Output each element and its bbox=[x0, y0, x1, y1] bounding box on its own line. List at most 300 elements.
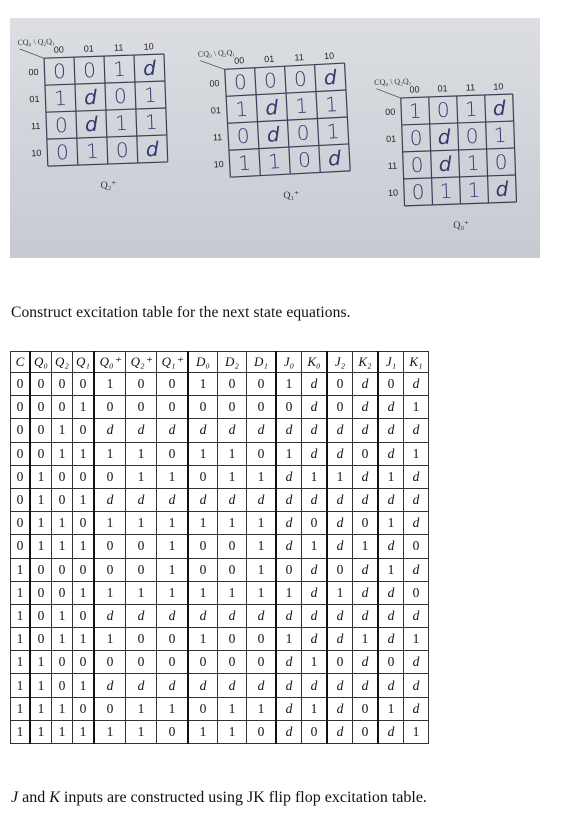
table-cell: 1 bbox=[276, 373, 302, 396]
table-cell: 1 bbox=[157, 581, 189, 604]
table-cell: d bbox=[378, 720, 404, 743]
table-cell: 1 bbox=[94, 512, 126, 535]
table-cell: 0 bbox=[52, 581, 73, 604]
table-cell: 1 bbox=[73, 581, 95, 604]
kmap-row-header: 00 bbox=[385, 106, 396, 117]
table-cell: 0 bbox=[94, 396, 126, 419]
kmap-corner-divider bbox=[20, 48, 44, 59]
table-cell: 1 bbox=[52, 442, 73, 465]
table-cell: 0 bbox=[188, 558, 218, 581]
table-cell: 1 bbox=[126, 697, 157, 720]
table-cell: 1 bbox=[218, 512, 247, 535]
table-header-13: K₂ bbox=[353, 352, 379, 373]
table-cell: 1 bbox=[94, 581, 126, 604]
table-cell: 1 bbox=[188, 512, 218, 535]
table-cell: d bbox=[353, 604, 379, 627]
table-cell: 0 bbox=[52, 488, 73, 511]
table-cell: d bbox=[157, 604, 189, 627]
footer-k: K bbox=[49, 789, 60, 806]
kmap-col-header: 01 bbox=[437, 83, 448, 94]
table-cell: 1 bbox=[30, 488, 52, 511]
kmap-row-header: 01 bbox=[210, 105, 222, 116]
kmap-cell-value: 0 bbox=[233, 69, 248, 95]
table-cell: 0 bbox=[73, 465, 95, 488]
kmap-col-header: 10 bbox=[493, 81, 504, 92]
table-cell: 0 bbox=[276, 558, 302, 581]
table-cell: d bbox=[302, 604, 328, 627]
table-cell: d bbox=[126, 604, 157, 627]
table-cell: 1 bbox=[157, 465, 189, 488]
kmap-cell-value: d bbox=[495, 176, 509, 202]
kmap-corner-divider bbox=[376, 88, 400, 99]
table-cell: 1 bbox=[247, 465, 277, 488]
kmap-cell-value: d bbox=[492, 95, 506, 121]
kmap-cell-value: 1 bbox=[112, 56, 127, 82]
table-cell: 0 bbox=[157, 442, 189, 465]
table-cell: 1 bbox=[73, 535, 95, 558]
table-row bbox=[11, 581, 429, 604]
table-cell: d bbox=[126, 488, 157, 511]
table-cell: d bbox=[327, 628, 353, 651]
table-cell: 0 bbox=[188, 651, 218, 674]
table-cell: d bbox=[353, 396, 379, 419]
table-cell: 0 bbox=[94, 535, 126, 558]
table-cell: 1 bbox=[218, 465, 247, 488]
table-cell: 0 bbox=[188, 535, 218, 558]
kmap-corner-label: CQ₀ \ Q₂Q₁ bbox=[17, 36, 55, 48]
table-cell: d bbox=[404, 651, 429, 674]
table-cell: 1 bbox=[247, 535, 277, 558]
kmap-cell-value: 0 bbox=[115, 137, 130, 163]
table-cell: 1 bbox=[302, 465, 328, 488]
table-cell: 0 bbox=[30, 396, 52, 419]
table-cell: d bbox=[302, 581, 328, 604]
kmap-cell-value: 0 bbox=[236, 123, 251, 149]
table-cell: 0 bbox=[126, 396, 157, 419]
kmap-q1 bbox=[195, 33, 384, 227]
table-cell: d bbox=[126, 419, 157, 442]
table-cell: 1 bbox=[404, 396, 429, 419]
table-cell: d bbox=[327, 604, 353, 627]
table-cell: d bbox=[378, 581, 404, 604]
kmap-cell-value: d bbox=[438, 151, 452, 177]
table-cell: d bbox=[94, 674, 126, 697]
table-cell: 1 bbox=[188, 628, 218, 651]
table-row bbox=[11, 488, 429, 511]
kmap-q0-svg bbox=[372, 65, 543, 256]
kmap-cell-value: 1 bbox=[324, 91, 339, 117]
table-cell: d bbox=[378, 674, 404, 697]
kmap-cell-value: 0 bbox=[436, 97, 451, 123]
table-cell: 0 bbox=[73, 419, 95, 442]
table-cell: 0 bbox=[378, 651, 404, 674]
table-cell: 1 bbox=[30, 674, 52, 697]
table-cell: d bbox=[247, 419, 277, 442]
kmap-cell-value: 0 bbox=[410, 152, 424, 178]
table-row bbox=[11, 720, 429, 743]
table-row bbox=[11, 442, 429, 465]
table-cell: 1 bbox=[247, 512, 277, 535]
table-cell: d bbox=[276, 535, 302, 558]
table-cell: 0 bbox=[218, 396, 247, 419]
table-cell: 1 bbox=[30, 651, 52, 674]
kmap-cell-value: 1 bbox=[85, 138, 100, 164]
kmap-row-header: 11 bbox=[387, 160, 398, 171]
table-cell: 0 bbox=[52, 558, 73, 581]
table-cell: d bbox=[404, 604, 429, 627]
table-cell: 0 bbox=[52, 651, 73, 674]
table-cell: 1 bbox=[11, 628, 31, 651]
kmap-cell-value: d bbox=[84, 111, 99, 137]
table-cell: d bbox=[327, 697, 353, 720]
table-cell: 0 bbox=[327, 651, 353, 674]
table-cell: 0 bbox=[30, 558, 52, 581]
table-header-15: K₁ bbox=[404, 352, 429, 373]
table-header-11: K₀ bbox=[302, 352, 328, 373]
table-header-7: D₀ bbox=[188, 352, 218, 373]
kmap-title: Q₁⁺ bbox=[283, 189, 300, 202]
table-cell: 1 bbox=[30, 697, 52, 720]
table-cell: 1 bbox=[11, 720, 31, 743]
table-cell: 1 bbox=[378, 465, 404, 488]
table-cell: 0 bbox=[404, 581, 429, 604]
table-cell: 0 bbox=[11, 465, 31, 488]
table-cell: d bbox=[276, 697, 302, 720]
excitation-table bbox=[10, 351, 429, 744]
table-header-14: J₁ bbox=[378, 352, 404, 373]
table-cell: 0 bbox=[218, 628, 247, 651]
table-cell: 0 bbox=[353, 720, 379, 743]
table-cell: d bbox=[327, 419, 353, 442]
kmap-title: Q₀⁺ bbox=[453, 219, 470, 232]
caption: Construct excitation table for the next state equations. bbox=[11, 304, 351, 321]
table-cell: d bbox=[404, 697, 429, 720]
table-cell: d bbox=[378, 488, 404, 511]
kmap-cell-value: 0 bbox=[411, 179, 425, 205]
table-cell: 0 bbox=[157, 720, 189, 743]
table-cell: 1 bbox=[276, 442, 302, 465]
table-cell: 1 bbox=[218, 442, 247, 465]
table-cell: 0 bbox=[94, 558, 126, 581]
kmap-cell-value: 0 bbox=[293, 66, 308, 92]
table-cell: 1 bbox=[52, 512, 73, 535]
table-cell: 0 bbox=[94, 651, 126, 674]
table-cell: d bbox=[378, 628, 404, 651]
table-cell: 1 bbox=[73, 442, 95, 465]
table-cell: 0 bbox=[11, 396, 31, 419]
table-cell: 1 bbox=[11, 674, 31, 697]
kmap-cell-value: 1 bbox=[237, 150, 252, 176]
table-cell: 0 bbox=[276, 396, 302, 419]
table-header-row bbox=[11, 352, 429, 373]
kmap-corner-label: CQ₀ \ Q₂Q₁ bbox=[374, 76, 412, 87]
kmap-cell-value: 0 bbox=[296, 120, 311, 146]
kmap-cell-value: 0 bbox=[52, 58, 67, 84]
table-cell: 0 bbox=[188, 396, 218, 419]
kmap-cell-value: 1 bbox=[467, 177, 481, 203]
kmap-q2-svg bbox=[15, 25, 201, 201]
table-cell: d bbox=[276, 674, 302, 697]
table-cell: 0 bbox=[30, 628, 52, 651]
kmap-cell-value: d bbox=[327, 145, 342, 171]
table-cell: 1 bbox=[30, 720, 52, 743]
table-cell: d bbox=[94, 488, 126, 511]
table-cell: 1 bbox=[218, 697, 247, 720]
table-cell: 0 bbox=[157, 396, 189, 419]
kmap-cell-value: 0 bbox=[55, 139, 70, 165]
kmap-row-header: 11 bbox=[30, 120, 41, 132]
kmap-cell-value: 1 bbox=[493, 122, 507, 148]
table-row bbox=[11, 697, 429, 720]
table-cell: 0 bbox=[247, 720, 277, 743]
table-cell: 1 bbox=[302, 651, 328, 674]
table-cell: 0 bbox=[247, 628, 277, 651]
table-cell: 0 bbox=[11, 488, 31, 511]
table-cell: 0 bbox=[73, 512, 95, 535]
table-cell: 1 bbox=[218, 581, 247, 604]
table-cell: 0 bbox=[247, 651, 277, 674]
table-cell: 1 bbox=[404, 720, 429, 743]
kmap-cell-value: 0 bbox=[297, 147, 312, 173]
table-header-9: D₁ bbox=[247, 352, 277, 373]
table-cell: 1 bbox=[11, 697, 31, 720]
table-cell: d bbox=[276, 604, 302, 627]
table-cell: d bbox=[157, 674, 189, 697]
table-cell: 1 bbox=[353, 535, 379, 558]
table-cell: 1 bbox=[30, 512, 52, 535]
table-cell: 1 bbox=[157, 512, 189, 535]
table-cell: 0 bbox=[404, 535, 429, 558]
table-cell: d bbox=[302, 373, 328, 396]
table-cell: d bbox=[404, 465, 429, 488]
table-cell: 0 bbox=[30, 581, 52, 604]
kmap-col-header: 01 bbox=[83, 43, 94, 54]
table-cell: 0 bbox=[52, 465, 73, 488]
table-cell: 0 bbox=[247, 373, 277, 396]
footer-rest: inputs are constructed using JK flip flop excitation table. bbox=[59, 789, 427, 806]
kmap-cell-value: 0 bbox=[113, 83, 128, 109]
kmap-cell-value: d bbox=[266, 122, 281, 147]
table-cell: 0 bbox=[327, 396, 353, 419]
table-cell: 1 bbox=[157, 558, 189, 581]
table-cell: d bbox=[302, 396, 328, 419]
table-cell: 1 bbox=[73, 628, 95, 651]
table-row bbox=[11, 535, 429, 558]
table-cell: d bbox=[327, 535, 353, 558]
table-cell: d bbox=[327, 512, 353, 535]
table-cell: 1 bbox=[378, 697, 404, 720]
kmap-corner-label: CQ₀ \ Q₂Q₁ bbox=[197, 47, 236, 59]
kmap-cell-value: 1 bbox=[267, 149, 282, 174]
table-cell: 0 bbox=[327, 558, 353, 581]
table-cell: 1 bbox=[247, 697, 277, 720]
table-cell: 0 bbox=[188, 697, 218, 720]
kmap-row-header: 11 bbox=[212, 132, 223, 143]
kmap-col-header: 10 bbox=[143, 41, 154, 52]
table-cell: d bbox=[302, 488, 328, 511]
table-cell: 0 bbox=[52, 373, 73, 396]
table-cell: d bbox=[276, 651, 302, 674]
table-cell: d bbox=[327, 674, 353, 697]
table-cell: d bbox=[353, 674, 379, 697]
kmap-col-header: 00 bbox=[53, 44, 64, 55]
table-cell: d bbox=[94, 604, 126, 627]
table-cell: d bbox=[188, 488, 218, 511]
kmap-q0 bbox=[372, 65, 543, 256]
table-cell: d bbox=[276, 419, 302, 442]
table-cell: 1 bbox=[52, 628, 73, 651]
table-cell: 0 bbox=[94, 697, 126, 720]
table-cell: d bbox=[404, 512, 429, 535]
table-cell: 0 bbox=[30, 419, 52, 442]
table-cell: 1 bbox=[126, 465, 157, 488]
table-cell: d bbox=[276, 465, 302, 488]
kmap-cell-value: 1 bbox=[143, 82, 158, 108]
table-cell: 0 bbox=[126, 373, 157, 396]
table-cell: 0 bbox=[327, 373, 353, 396]
table-row bbox=[11, 373, 429, 396]
kmap-cell-value: 0 bbox=[409, 125, 423, 151]
table-cell: d bbox=[218, 674, 247, 697]
table-cell: d bbox=[404, 373, 429, 396]
table-cell: d bbox=[327, 488, 353, 511]
table-cell: d bbox=[247, 674, 277, 697]
kmap-cell-value: 0 bbox=[465, 123, 479, 149]
table-cell: 1 bbox=[327, 581, 353, 604]
table-cell: 1 bbox=[11, 604, 31, 627]
footer-j: J bbox=[11, 789, 19, 806]
table-cell: 0 bbox=[247, 396, 277, 419]
kmap-photo bbox=[10, 18, 540, 258]
kmap-cell-value: 1 bbox=[234, 96, 249, 122]
table-cell: 0 bbox=[52, 396, 73, 419]
table-cell: 1 bbox=[353, 628, 379, 651]
kmap-cell-value: 0 bbox=[494, 149, 508, 175]
table-cell: 0 bbox=[302, 512, 328, 535]
table-cell: 1 bbox=[94, 373, 126, 396]
table-cell: d bbox=[218, 604, 247, 627]
table-cell: 0 bbox=[73, 558, 95, 581]
table-cell: 0 bbox=[30, 604, 52, 627]
table-cell: 1 bbox=[188, 581, 218, 604]
kmap-cell-value: 1 bbox=[144, 109, 159, 135]
kmap-cell-value: 1 bbox=[294, 93, 309, 119]
kmap-row-header: 01 bbox=[29, 93, 40, 105]
table-header-6: Q₁⁺ bbox=[157, 352, 189, 373]
table-cell: d bbox=[353, 488, 379, 511]
table-cell: 1 bbox=[73, 488, 95, 511]
table-cell: 0 bbox=[73, 604, 95, 627]
table-cell: d bbox=[404, 419, 429, 442]
kmap-cell-value: 1 bbox=[114, 110, 129, 136]
table-header-10: J₀ bbox=[276, 352, 302, 373]
table-header-1: Q₀ bbox=[30, 352, 52, 373]
table-cell: 0 bbox=[11, 373, 31, 396]
table-cell: d bbox=[378, 396, 404, 419]
table-cell: d bbox=[302, 558, 328, 581]
table-cell: d bbox=[302, 628, 328, 651]
table-cell: 0 bbox=[188, 465, 218, 488]
table-cell: d bbox=[327, 720, 353, 743]
table-cell: 0 bbox=[353, 442, 379, 465]
table-cell: 1 bbox=[30, 465, 52, 488]
kmap-row-header: 00 bbox=[209, 78, 220, 89]
kmap-col-header: 11 bbox=[113, 42, 124, 53]
table-cell: 1 bbox=[188, 373, 218, 396]
kmap-cell-value: 1 bbox=[326, 118, 341, 144]
table-cell: d bbox=[353, 581, 379, 604]
kmap-row-header: 10 bbox=[387, 187, 399, 198]
table-cell: d bbox=[157, 488, 189, 511]
table-cell: d bbox=[157, 419, 189, 442]
table-cell: 1 bbox=[218, 720, 247, 743]
footer-note bbox=[11, 789, 427, 807]
table-row bbox=[11, 465, 429, 488]
kmap-cell-value: d bbox=[323, 65, 338, 90]
table-cell: d bbox=[188, 604, 218, 627]
kmap-col-header: 10 bbox=[323, 50, 335, 62]
table-row bbox=[11, 604, 429, 627]
kmap-row-header: 10 bbox=[31, 147, 42, 159]
table-cell: 1 bbox=[378, 512, 404, 535]
table-cell: 0 bbox=[353, 512, 379, 535]
table-cell: 0 bbox=[11, 535, 31, 558]
table-cell: d bbox=[188, 419, 218, 442]
table-cell: d bbox=[126, 674, 157, 697]
table-cell: d bbox=[276, 488, 302, 511]
table-header-3: Q₁ bbox=[73, 352, 95, 373]
table-cell: d bbox=[276, 512, 302, 535]
table-cell: 1 bbox=[11, 651, 31, 674]
table-cell: d bbox=[247, 488, 277, 511]
table-cell: 0 bbox=[378, 373, 404, 396]
kmap-col-header: 00 bbox=[234, 55, 245, 66]
table-cell: 1 bbox=[52, 604, 73, 627]
table-cell: d bbox=[302, 674, 328, 697]
table-cell: 1 bbox=[126, 442, 157, 465]
table-row bbox=[11, 558, 429, 581]
table-cell: 0 bbox=[73, 697, 95, 720]
table-cell: 1 bbox=[52, 419, 73, 442]
table-cell: 1 bbox=[73, 396, 95, 419]
table-cell: 1 bbox=[404, 442, 429, 465]
table-cell: d bbox=[218, 488, 247, 511]
kmap-cell-value: d bbox=[142, 55, 157, 81]
kmap-cell-value: d bbox=[83, 84, 98, 110]
kmap-title: Q₂⁺ bbox=[100, 179, 117, 192]
table-cell: 1 bbox=[52, 720, 73, 743]
table-header-12: J₂ bbox=[327, 352, 353, 373]
kmap-cell-value: 1 bbox=[439, 178, 453, 204]
table-cell: 1 bbox=[126, 512, 157, 535]
table-cell: 0 bbox=[73, 651, 95, 674]
table-cell: 1 bbox=[126, 720, 157, 743]
kmap-row-header: 01 bbox=[386, 133, 397, 144]
table-cell: 1 bbox=[126, 581, 157, 604]
table-cell: 1 bbox=[247, 581, 277, 604]
table-cell: 0 bbox=[11, 419, 31, 442]
table-cell: d bbox=[353, 465, 379, 488]
table-cell: 1 bbox=[30, 535, 52, 558]
table-cell: d bbox=[378, 604, 404, 627]
kmap-row-header: 10 bbox=[213, 159, 224, 170]
kmap-cell-value: d bbox=[264, 95, 279, 120]
table-cell: 0 bbox=[73, 373, 95, 396]
table-cell: 1 bbox=[302, 697, 328, 720]
table-cell: d bbox=[378, 419, 404, 442]
table-cell: d bbox=[302, 442, 328, 465]
table-cell: d bbox=[94, 419, 126, 442]
